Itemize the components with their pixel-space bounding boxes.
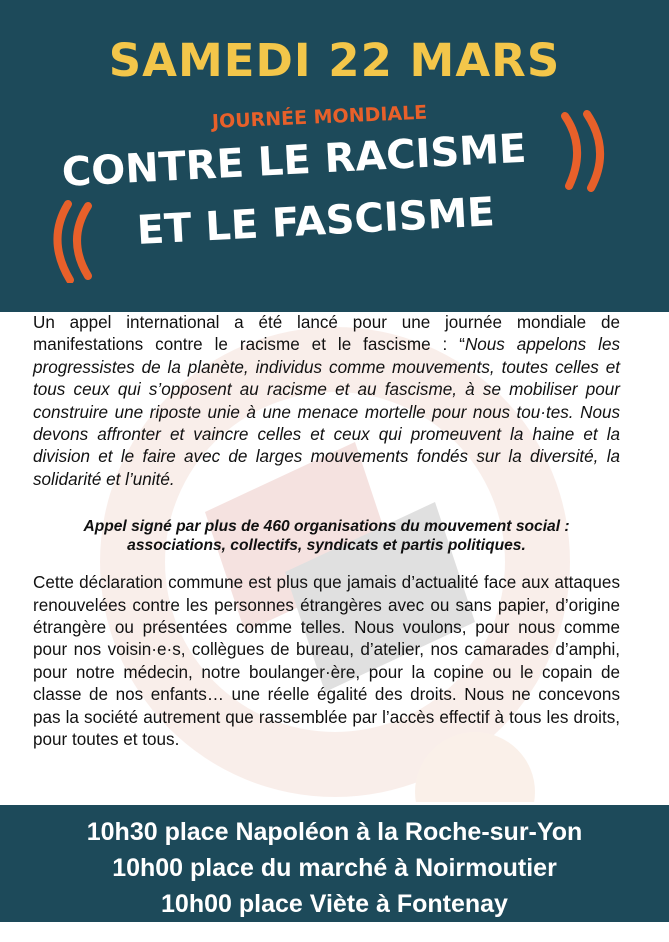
location-noirmoutier: 10h00 place du marché à Noirmoutier (112, 854, 557, 882)
sound-waves-left-icon (44, 198, 104, 283)
sound-waves-right-icon (555, 108, 615, 193)
main-text (33, 312, 620, 752)
signatories-callout (33, 517, 620, 555)
header-banner (0, 0, 669, 312)
declaration-paragraph: Cette déclaration commune est plus que jamais d’actualité face aux attaques renouvelées contre les personnes étrangères avec ou sans papier, d’origine étrangère ou présentées comme telles. Nous voulons, pour nous comme pour nos voisin·e·s, collègues de bureau, d’atelier, nos camarades d’amphi, pour notre médecin, notre boulanger·ère, pour la copine ou le copain de classe de nos enfants… une réelle égalité des droits. Nous ne concevons pas la société autrement que rassemblée par l’accès effectif à tous les droits, pour toutes et tous. (33, 573, 620, 750)
locations-banner (0, 802, 669, 922)
intro-quote: Nous appelons les progressistes de la planète, individus comme mouvements, toutes celles et tous ceux qui s’opposent au racisme et au fascisme, à se mobiliser pour construire une riposte unie à une menace mortelle pour nous tou·tes. Nous devons affronter et vaincre celles et ceux qui promeuvent la haine et la division et le faire avec de larges mouvements fondés sur la diversité, la solidarité et l’unité. (33, 335, 621, 489)
intro-lead: Un appel international a été lancé pour une journée mondiale de manifestations contre le racisme et le fascisme : “ (33, 313, 620, 355)
location-roche-sur-yon: 10h30 place Napoléon à la Roche-sur-Yon (86, 818, 583, 846)
slogan-line-1: CONTRE LE RACISME (60, 125, 528, 196)
event-date: SAMEDI 22 MARS (108, 34, 561, 87)
callout-line-2: associations, collectifs, syndicats et partis politiques. (127, 537, 526, 555)
slogan-line-2: ET LE FASCISME (135, 189, 496, 254)
location-fontenay: 10h00 place Viète à Fontenay (161, 890, 508, 918)
subtitle-journee-mondiale: JOURNÉE MONDIALE (211, 101, 428, 133)
intro-paragraph (33, 312, 620, 491)
callout-line-1: Appel signé par plus de 460 organisations du mouvement social : (83, 518, 570, 536)
